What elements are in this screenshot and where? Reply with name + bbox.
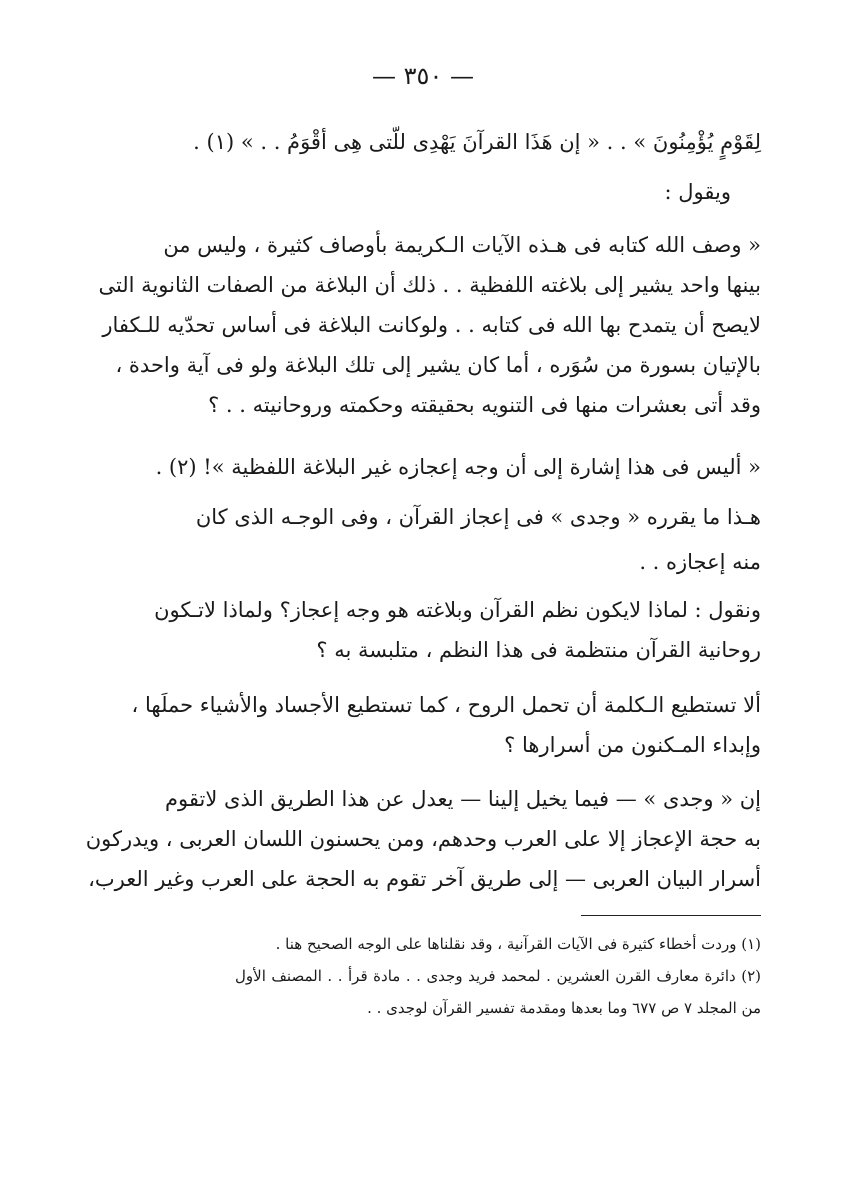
body-line: بالإتيان بسورة من سُوَره ، أما كان يشير إلى تلك البلاغة ولو فى آية واحدة ، bbox=[115, 353, 761, 377]
body-line: روحانية القرآن منتظمة فى هذا النظم ، متلبسة به ؟ bbox=[316, 638, 761, 662]
footnote: من المجلد ٧ ص ٦٧٧ وما بعدها ومقدمة تفسير القرآن لوجدى . . bbox=[367, 999, 761, 1017]
footnote: (٢) دائرة معارف القرن العشرين . لمحمد فريد وجدى . . مادة قرأ . . المصنف الأول bbox=[235, 967, 761, 985]
body-line: « أليس فى هذا إشارة إلى أن وجه إعجازه غير البلاغة اللفظية »! (٢) . bbox=[155, 455, 761, 479]
footnote: (١) وردت أخطاء كثيرة فى الآيات القرآنية ، وقد نقلناها على الوجه الصحيح هنا . bbox=[275, 935, 761, 953]
body-line: ونقول : لماذا لايكون نظم القرآن وبلاغته هو وجه إعجاز؟ ولماذا لاتـكون bbox=[154, 598, 761, 622]
body-line: منه إعجازه . . bbox=[639, 550, 761, 574]
body-line: به حجة الإعجاز إلا على العرب وحدهم، ومن يحسنون اللسان العربى ، ويدركون bbox=[85, 827, 761, 851]
body-line: لِقَوْمٍ يُؤْمِنُونَ » . . « إن هَذَا القرآنَ يَهْدِى للّتى هِى أقْوَمُ . . » (١) . bbox=[193, 130, 761, 154]
body-line: « وصف الله كتابه فى هـذه الآيات الـكريمة بأوصاف كثيرة ، وليس من bbox=[163, 233, 761, 257]
body-line: إن « وجدى » — فيما يخيل إلينا — يعدل عن هذا الطريق الذى لاتقوم bbox=[165, 787, 761, 811]
body-line: وقد أتى بعشرات منها فى التنويه بحقيقته وحكمته وروحانيته . . ؟ bbox=[208, 393, 761, 417]
body-line: ويقول : bbox=[664, 180, 731, 204]
body-line: أسرار البيان العربى — إلى طريق آخر تقوم به الحجة على العرب وغير العرب، bbox=[88, 867, 761, 891]
body-line: ألا تستطيع الـكلمة أن تحمل الروح ، كما تستطيع الأجساد والأشياء حملَها ، bbox=[131, 693, 761, 717]
body-line: بينها واحد يشير إلى بلاغته اللفظية . . ذلك أن البلاغة من الصفات الثانوية التى bbox=[98, 273, 761, 297]
body-line: هـذا ما يقرره « وجدى » فى إعجاز القرآن ، وفى الوجـه الذى كان bbox=[195, 505, 761, 529]
footnote-divider bbox=[581, 915, 761, 916]
body-line: لايصح أن يتمدح بها الله فى كتابه . . ولوكانت البلاغة فى أساس تحدّيه للـكفار bbox=[102, 313, 761, 337]
body-line: وإبداء المـكنون من أسرارها ؟ bbox=[504, 733, 761, 757]
page-number: — ٣٥٠ — bbox=[372, 62, 474, 90]
